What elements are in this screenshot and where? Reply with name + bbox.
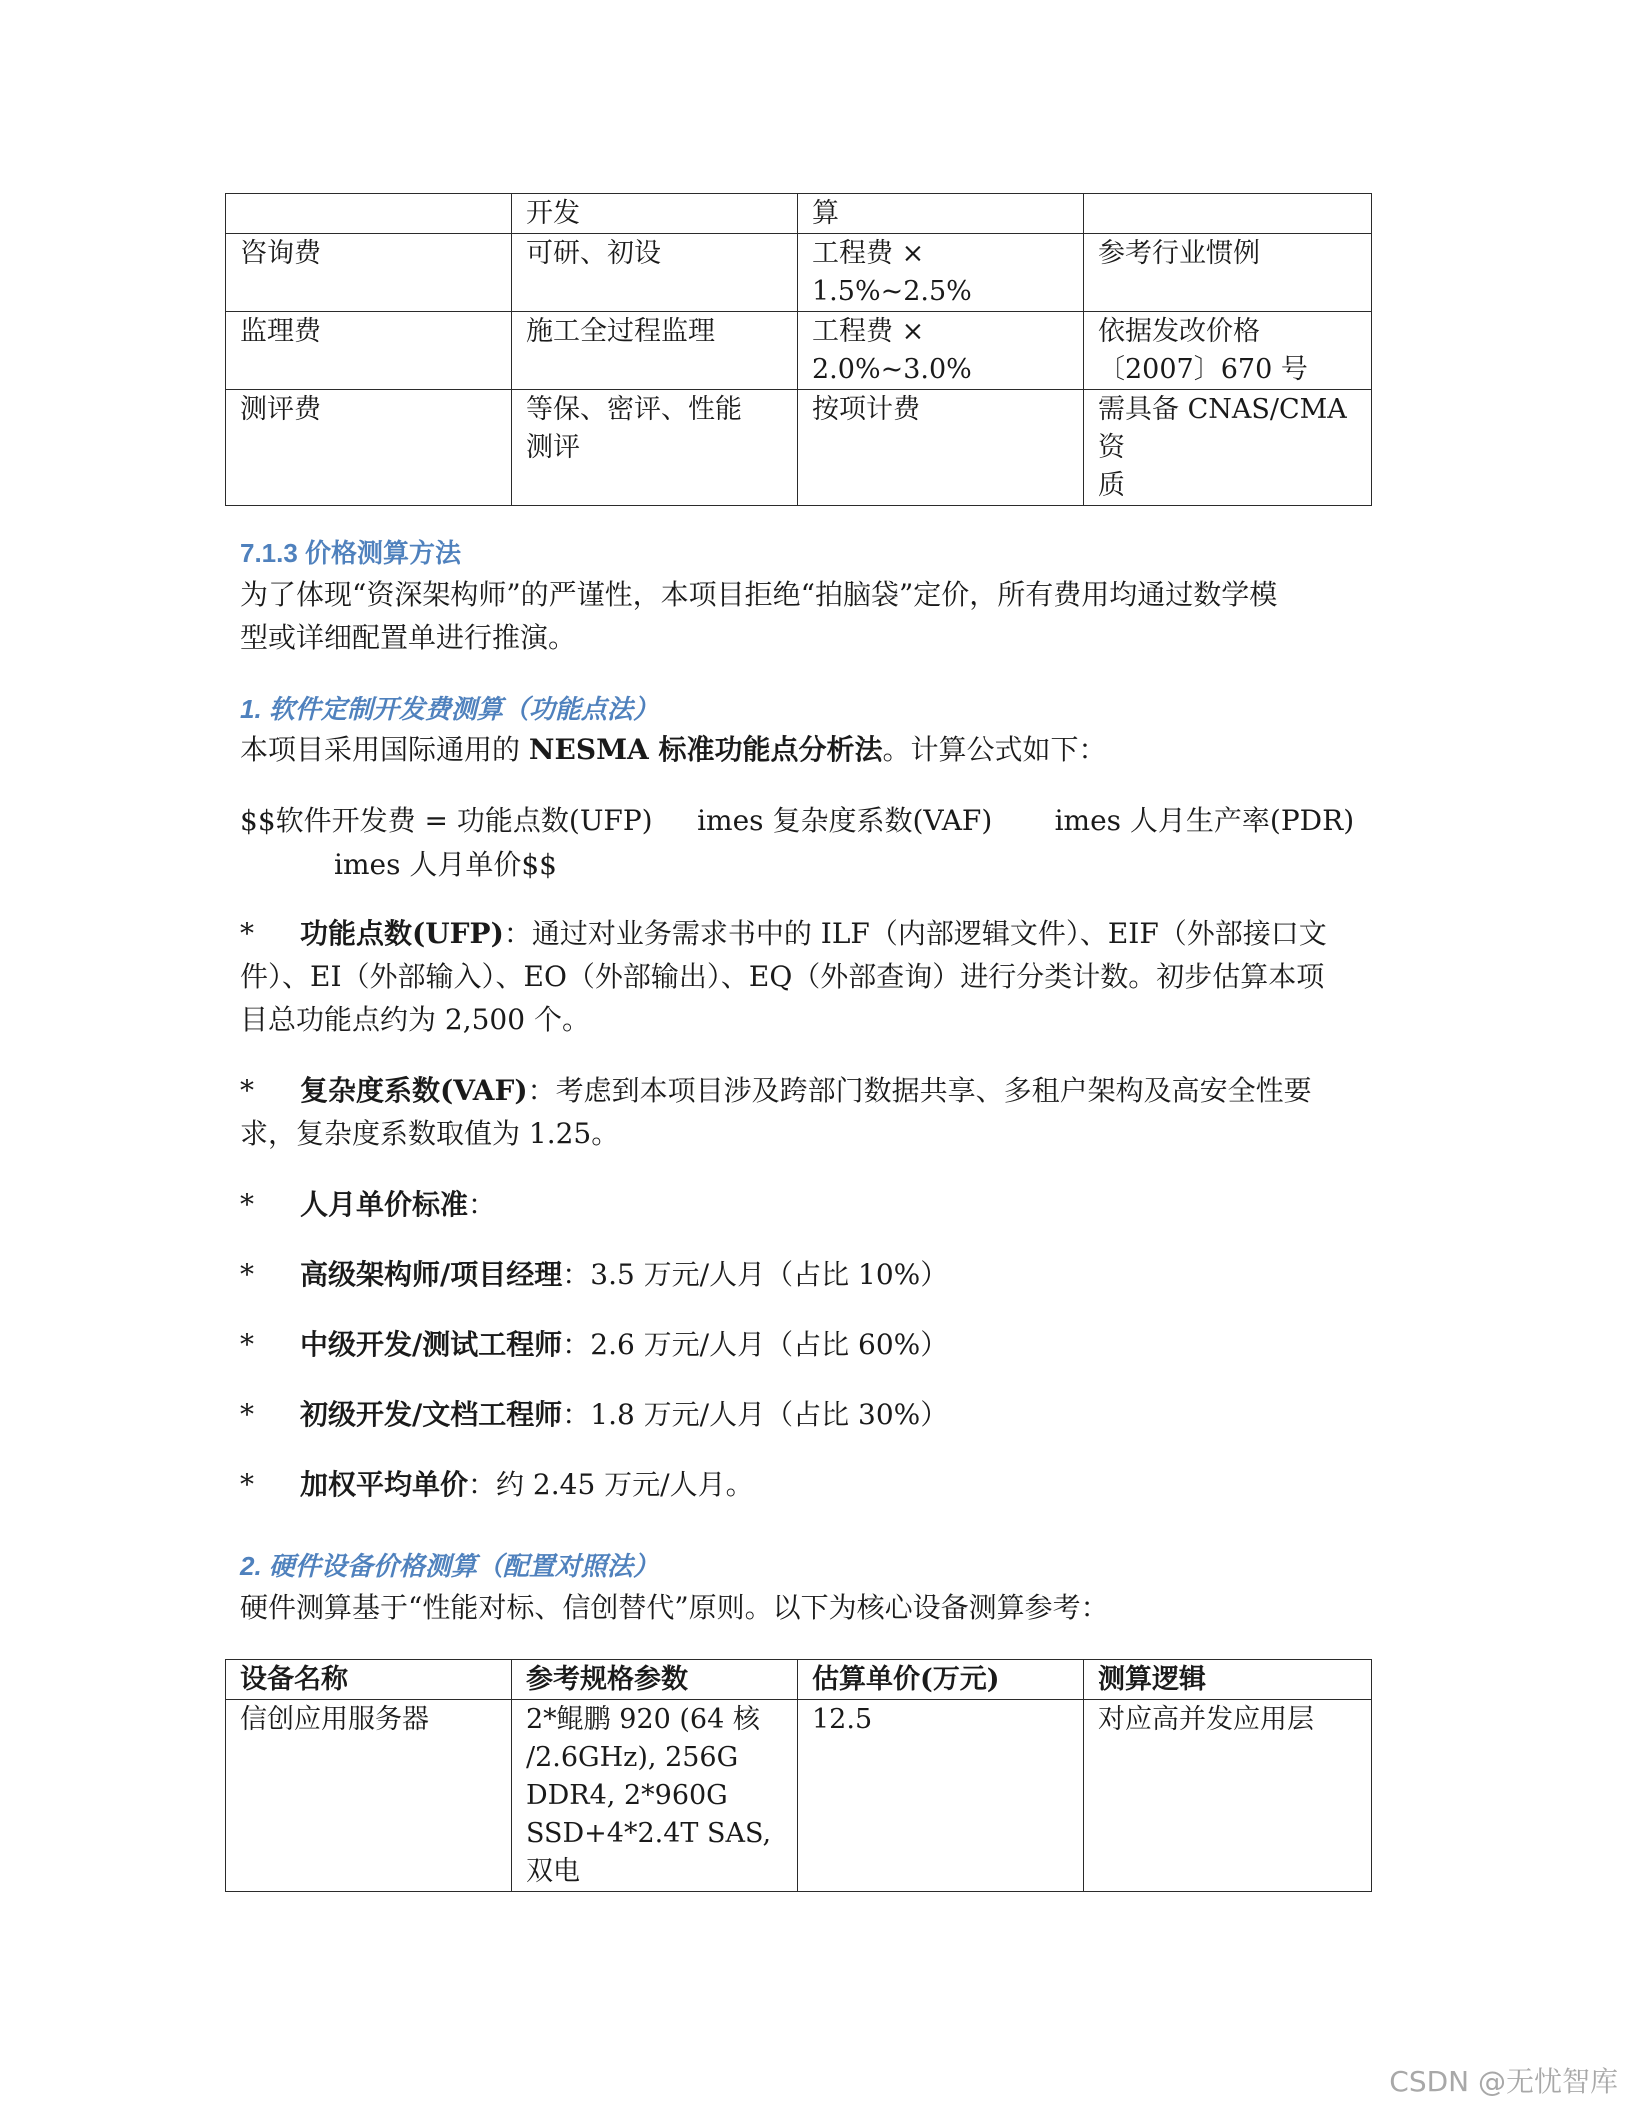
table-row [226, 312, 1372, 390]
bullet-label: 复杂度系数(VAF) [300, 1074, 528, 1107]
table-cell: 信创应用服务器 [226, 1700, 512, 1892]
column-header: 估算单价(万元) [798, 1660, 1084, 1700]
hardware-heading: 2. 硬件设备价格测算（配置对照法） [240, 1551, 659, 1581]
software-intro-method: NESMA 标准功能点分析法 [528, 733, 883, 766]
table-cell: 可研、初设 [512, 234, 798, 312]
section-intro-line-1: 为了体现“资深架构师”的严谨性，本项目拒绝“拍脑袋”定价，所有费用均通过数学模 [240, 578, 1278, 611]
table-row [226, 390, 1372, 506]
column-header: 设备名称 [226, 1660, 512, 1700]
bullet-label: 人月单价标准 [300, 1188, 469, 1221]
bullet-ufp-line-2: 件）、EI（外部输入）、EO（外部输出）、EQ（外部查询）进行分类计数。初步估算本项 [240, 960, 1325, 993]
table-cell [226, 194, 512, 234]
table-cell: 监理费 [226, 312, 512, 390]
section-intro-line-2: 型或详细配置单进行推演。 [240, 621, 577, 654]
section-heading: 7.1.3 价格测算方法 [240, 538, 462, 568]
table-cell: 12.5 [798, 1700, 1084, 1892]
bullet-text: 通过对业务需求书中的 ILF（内部逻辑文件）、EIF（外部接口文 [531, 917, 1327, 950]
table-cell: 参考行业惯例 [1084, 234, 1372, 312]
bullet-vaf-line-2: 求，复杂度系数取值为 1.25。 [240, 1117, 620, 1150]
table-cell: 工程费 × 2.0%~3.0% [798, 312, 1084, 390]
bullet-weighted-rate [240, 1463, 1390, 1506]
table-cell: 对应高并发应用层 [1084, 1700, 1372, 1892]
bullet-separator: ： [562, 1328, 591, 1361]
bullet-vaf [240, 1069, 1390, 1112]
hardware-table [225, 1659, 1372, 1892]
bullet-mark: * [240, 1328, 254, 1361]
software-intro-post: 。计算公式如下： [882, 733, 1107, 766]
fee-table [225, 193, 1372, 506]
bullet-separator: ： [468, 1188, 497, 1221]
bullet-ufp-line-3: 目总功能点约为 2,500 个。 [240, 1003, 590, 1036]
bullet-separator: ： [562, 1398, 591, 1431]
table-row [226, 1700, 1372, 1892]
hardware-intro: 硬件测算基于“性能对标、信创替代”原则。以下为核心设备测算参考： [240, 1591, 1109, 1624]
bullet-separator: ： [562, 1258, 591, 1291]
table-header-row [226, 1660, 1372, 1700]
formula-line-2: imes 人月单价$$ [334, 848, 557, 881]
bullet-senior-rate [240, 1253, 1390, 1296]
software-heading: 1. 软件定制开发费测算（功能点法） [240, 694, 659, 724]
bullet-text: 约 2.45 万元/人月。 [496, 1468, 754, 1501]
bullet-junior-rate [240, 1393, 1390, 1436]
table-row [226, 234, 1372, 312]
bullet-separator: ： [527, 1074, 556, 1107]
table-cell: 等保、密评、性能 测评 [512, 390, 798, 506]
watermark: CSDN @无忧智库 [1389, 2065, 1618, 2098]
formula-line-1: $$软件开发费 = 功能点数(UFP) imes 复杂度系数(VAF) imes 人月生产率(PDR) [240, 804, 1355, 837]
table-row [226, 194, 1372, 234]
bullet-mid-rate [240, 1323, 1390, 1366]
bullet-text: 2.6 万元/人月（占比 60%） [590, 1328, 949, 1361]
bullet-separator: ： [468, 1468, 497, 1501]
hardware-table-head [226, 1660, 1372, 1700]
bullet-label: 加权平均单价 [300, 1468, 469, 1501]
software-intro-pre: 本项目采用国际通用的 [240, 733, 529, 766]
bullet-label: 功能点数(UFP) [300, 917, 504, 950]
bullet-mark: * [240, 1258, 254, 1291]
table-cell: 按项计费 [798, 390, 1084, 506]
table-cell: 算 [798, 194, 1084, 234]
table-cell: 测评费 [226, 390, 512, 506]
table-cell: 依据发改价格 〔2007〕670 号 [1084, 312, 1372, 390]
bullet-text: 1.8 万元/人月（占比 30%） [590, 1398, 949, 1431]
table-cell [1084, 194, 1372, 234]
column-header: 测算逻辑 [1084, 1660, 1372, 1700]
column-header: 参考规格参数 [512, 1660, 798, 1700]
bullet-separator: ： [503, 917, 532, 950]
bullet-text: 考虑到本项目涉及跨部门数据共享、多租户架构及高安全性要 [555, 1074, 1312, 1107]
software-intro [240, 728, 1390, 771]
bullet-mark: * [240, 1468, 254, 1501]
table-cell: 咨询费 [226, 234, 512, 312]
bullet-ufp [240, 912, 1390, 955]
hardware-table-body [226, 1700, 1372, 1892]
table-cell: 需具备 CNAS/CMA 资 质 [1084, 390, 1372, 506]
fee-table-body [226, 194, 1372, 506]
table-cell: 2*鲲鹏 920 (64 核 /2.6GHz), 256G DDR4, 2*960G SSD+4*2.4T SAS, 双电 [512, 1700, 798, 1892]
bullet-rate-standard [240, 1183, 1390, 1226]
bullet-label: 中级开发/测试工程师 [300, 1328, 563, 1361]
table-cell: 施工全过程监理 [512, 312, 798, 390]
bullet-mark: * [240, 917, 254, 950]
bullet-label: 初级开发/文档工程师 [300, 1398, 563, 1431]
table-cell: 工程费 × 1.5%~2.5% [798, 234, 1084, 312]
table-cell: 开发 [512, 194, 798, 234]
bullet-mark: * [240, 1188, 254, 1221]
bullet-mark: * [240, 1074, 254, 1107]
bullet-mark: * [240, 1398, 254, 1431]
bullet-label: 高级架构师/项目经理 [300, 1258, 563, 1291]
bullet-text: 3.5 万元/人月（占比 10%） [590, 1258, 949, 1291]
